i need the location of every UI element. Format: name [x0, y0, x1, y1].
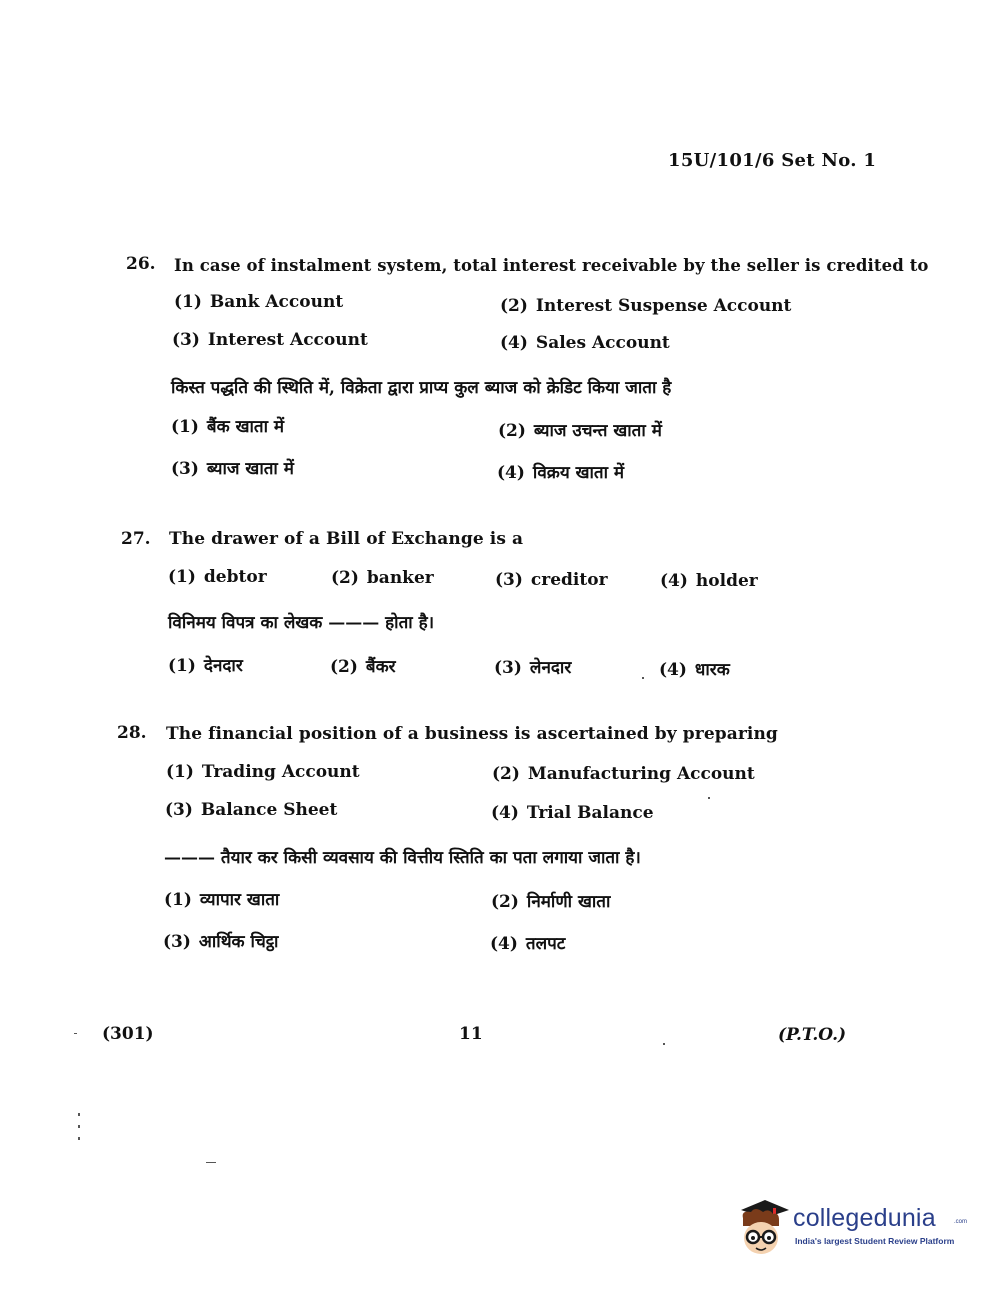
option-num: (4): [659, 660, 687, 680]
option-label: बैंक खाता में: [206, 417, 285, 437]
option-num: (4): [497, 463, 525, 483]
option-en-4: [491, 803, 654, 823]
question-text-en: In case of instalment system, total interest receivable by the seller is credited to: [174, 256, 929, 275]
option-num: (2): [331, 568, 359, 588]
option-label: Interest Account: [207, 330, 368, 350]
question-number: 26.: [126, 254, 156, 274]
option-en-1: [166, 762, 360, 782]
option-label: विक्रय खाता में: [532, 463, 625, 483]
option-num: (1): [166, 762, 194, 782]
collegedunia-logo: [735, 1196, 968, 1266]
option-num: (2): [500, 296, 528, 316]
option-num: (2): [330, 657, 358, 677]
option-label: धारक: [694, 660, 730, 680]
option-label: debtor: [203, 567, 267, 587]
option-label: Manufacturing Account: [527, 764, 755, 784]
question-number: 28.: [117, 723, 147, 743]
option-hi-2: [498, 418, 662, 441]
option-num: (2): [491, 892, 519, 912]
question-text-hi: किस्त पद्धति की स्थिति में, विक्रेता द्वारा प्राप्य कुल ब्याज को क्रेडिट किया जाता है: [171, 378, 672, 398]
option-hi-3: [494, 655, 571, 678]
option-num: (1): [174, 292, 202, 312]
option-en-2: [500, 296, 791, 316]
option-label: Trading Account: [201, 762, 360, 782]
option-label: देनदार: [203, 656, 243, 676]
option-hi-3: [163, 929, 278, 952]
option-label: आर्थिक चिट्ठा: [198, 932, 279, 952]
option-en-3: [165, 800, 337, 820]
option-label: लेनदार: [529, 658, 572, 678]
option-hi-1: [168, 653, 243, 676]
option-num: (3): [163, 932, 191, 952]
question-text-hi: विनिमय विपत्र का लेखक ——— होता है।: [168, 613, 435, 633]
scan-speck: [708, 797, 710, 799]
option-num: (4): [500, 333, 528, 353]
logo-suffix: .com: [954, 1219, 968, 1225]
option-hi-1: [171, 414, 284, 437]
question-text-en: The financial position of a business is ascertained by preparing: [166, 724, 778, 744]
option-num: (1): [164, 890, 192, 910]
option-num: (2): [498, 421, 526, 441]
option-en-4: [660, 571, 758, 591]
option-label: ब्याज खाता में: [206, 459, 294, 479]
option-en-4: [500, 333, 670, 353]
option-num: (1): [171, 417, 199, 437]
scan-speck: [663, 1043, 665, 1045]
option-hi-4: [490, 931, 565, 954]
option-label: ब्याज उचन्त खाता में: [533, 421, 662, 441]
scan-speck: [78, 1125, 80, 1128]
pto-label: (P.T.O.): [778, 1025, 847, 1045]
option-num: (3): [165, 800, 193, 820]
scan-speck: [642, 677, 644, 679]
mascot-icon: [735, 1196, 793, 1258]
option-label: निर्माणी खाता: [526, 892, 611, 912]
option-label: banker: [366, 568, 434, 588]
option-label: creditor: [530, 570, 608, 590]
option-label: बैंकर: [365, 657, 396, 677]
option-en-2: [492, 764, 755, 784]
option-en-1: [168, 567, 267, 587]
question-text-en: The drawer of a Bill of Exchange is a: [169, 529, 524, 549]
logo-tagline: India's largest Student Review Platform: [795, 1236, 955, 1246]
paper-code: 15U/101/6 Set No. 1: [668, 150, 877, 171]
option-label: Bank Account: [209, 292, 344, 312]
option-en-3: [495, 570, 608, 590]
option-num: (3): [495, 570, 523, 590]
scan-speck: [74, 1033, 77, 1034]
option-num: (3): [494, 658, 522, 678]
logo-wordmark: collegedunia: [793, 1204, 936, 1232]
option-num: (3): [172, 330, 200, 350]
option-hi-1: [164, 887, 279, 910]
option-en-2: [331, 568, 434, 588]
option-label: व्यापार खाता: [199, 890, 280, 910]
option-label: holder: [695, 571, 758, 591]
option-num: (1): [168, 656, 196, 676]
option-label: Balance Sheet: [200, 800, 338, 820]
option-num: (3): [171, 459, 199, 479]
option-hi-4: [659, 657, 730, 680]
scan-speck: [78, 1137, 80, 1140]
option-num: (4): [490, 934, 518, 954]
option-label: तलपट: [525, 934, 566, 954]
scan-speck: [78, 1113, 80, 1116]
option-num: (4): [660, 571, 688, 591]
option-hi-2: [491, 889, 610, 912]
option-label: Trial Balance: [526, 803, 654, 823]
option-label: Interest Suspense Account: [535, 296, 792, 316]
option-hi-4: [497, 460, 624, 483]
option-label: Sales Account: [535, 333, 670, 353]
option-en-3: [172, 330, 368, 350]
option-num: (4): [491, 803, 519, 823]
option-hi-3: [171, 456, 294, 479]
option-hi-2: [330, 654, 396, 677]
option-num: (1): [168, 567, 196, 587]
option-en-1: [174, 292, 343, 312]
question-text-hi: ——— तैयार कर किसी व्यवसाय की वित्तीय स्तिति का पता लगाया जाता है।: [164, 848, 641, 868]
scan-speck: [206, 1162, 216, 1163]
page-number: 11: [459, 1024, 483, 1044]
footer-code: (301): [102, 1024, 154, 1044]
question-number: 27.: [121, 529, 151, 549]
option-num: (2): [492, 764, 520, 784]
